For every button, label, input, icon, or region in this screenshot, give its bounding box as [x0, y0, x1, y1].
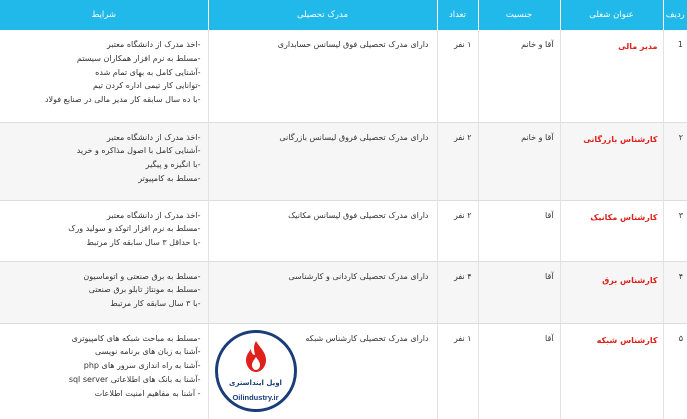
header-conditions: شرایط [0, 0, 208, 30]
row-index: 1 [663, 30, 687, 122]
condition-item: -با انگیزه و پیگیر [145, 160, 201, 170]
count-cell: ۱ نفر [437, 30, 478, 122]
gender-cell: آقا و خانم [478, 30, 560, 122]
watermark-text-fa: اویل اینداستری [229, 378, 282, 387]
oilindustry-watermark-logo [215, 330, 297, 412]
header-count: تعداد [437, 0, 478, 30]
job-title: کارشناس مکانیک [560, 200, 663, 261]
watermark-text-en: Oilindustry.ir [232, 393, 279, 403]
condition-item: -اخذ مدرک از دانشگاه معتبر [106, 40, 201, 49]
condition-item: -آشنا به زبان های برنامه نویسی [95, 347, 201, 357]
condition-item: -با حداقل ۳ سال سابقه کار مرتبط [86, 238, 201, 248]
job-title: کارشناس شبکه [560, 323, 663, 419]
table-row [0, 122, 687, 200]
table-row [0, 30, 687, 122]
table-row [0, 200, 687, 261]
flame-icon [239, 339, 273, 375]
degree-cell: دارای مدرک تحصیلی فروق لیسانس بازرگانی [208, 122, 437, 200]
gender-cell: آقا [478, 323, 560, 419]
condition-item: -مسلط به نرم افزار همکاران سیستم [76, 53, 201, 63]
condition-item: -اخذ مدرک از دانشگاه معتبر [106, 210, 201, 220]
header-title: عنوان شغلی [560, 0, 663, 30]
header-gender: جنسیت [478, 0, 560, 30]
condition-item: -مسلط به کامپیوتر [138, 173, 201, 183]
condition-item: -آشنایی کامل با اصول مذاکره و خرید [76, 146, 201, 156]
condition-item: - آشنا به مفاهیم امنیت اطلاعات [94, 388, 201, 398]
conditions-cell [0, 122, 208, 200]
gender-cell: آقا [478, 261, 560, 323]
row-index: ۴ [663, 261, 687, 323]
condition-item: -مسلط به برق صنعتی و اتوماسیون [83, 271, 201, 281]
degree-text: دارای مدرک تحصیلی کارشناس شبکه [305, 333, 429, 343]
row-index: ۵ [663, 323, 687, 419]
count-cell: ۲ نفر [437, 200, 478, 261]
degree-cell: دارای مدرک تحصیلی فوق لیسانس مکانیک [208, 200, 437, 261]
row-index: ۳ [663, 200, 687, 261]
conditions-cell [0, 323, 208, 419]
header-idx: ردیف [663, 0, 687, 30]
condition-item: -مسلط به نرم افزار اتوکد و سولید ورک [68, 224, 201, 234]
condition-item: -مسلط به مباحث شبکه های کامپیوتری [71, 333, 201, 343]
gender-cell: آقا [478, 200, 560, 261]
conditions-cell [0, 200, 208, 261]
table-header-row [0, 0, 687, 30]
conditions-cell [0, 261, 208, 323]
job-title: مدیر مالی [560, 30, 663, 122]
conditions-cell [0, 30, 208, 122]
job-title: کارشناس برق [560, 261, 663, 323]
header-degree: مدرک تحصیلی [208, 0, 437, 30]
condition-item: -با ۳ سال سابقه کار مرتبط [110, 299, 201, 309]
condition-item: -آشنا به راه اندازی سرور های php [83, 361, 201, 371]
condition-item: -اخذ مدرک از دانشگاه معتبر [106, 132, 201, 142]
degree-cell: دارای مدرک تحصیلی کاردانی و کارشناسی [208, 261, 437, 323]
row-index: ۲ [663, 122, 687, 200]
condition-item: -با ده سال سابقه کار مدیر مالی در صنایع فولاد [44, 95, 201, 105]
count-cell: ۴ نفر [437, 261, 478, 323]
condition-item: -آشنایی کامل به بهای تمام شده [95, 67, 201, 77]
condition-item: -توانایی کار تیمی اداره کردن تیم [93, 81, 201, 91]
degree-cell: دارای مدرک تحصیلی فوق لیسانس حسابداری [208, 30, 437, 122]
job-title: کارشناس بازرگانی [560, 122, 663, 200]
count-cell: ۱ نفر [437, 323, 478, 419]
condition-item: -مسلط به مونتاژ تابلو برق صنعتی [88, 285, 201, 295]
table-row [0, 323, 687, 419]
count-cell: ۲ نفر [437, 122, 478, 200]
table-row [0, 261, 687, 323]
condition-item: -آشنا به بانک های اطلاعاتی sql server [68, 374, 201, 384]
degree-cell [208, 323, 437, 419]
gender-cell: آقا و خانم [478, 122, 560, 200]
